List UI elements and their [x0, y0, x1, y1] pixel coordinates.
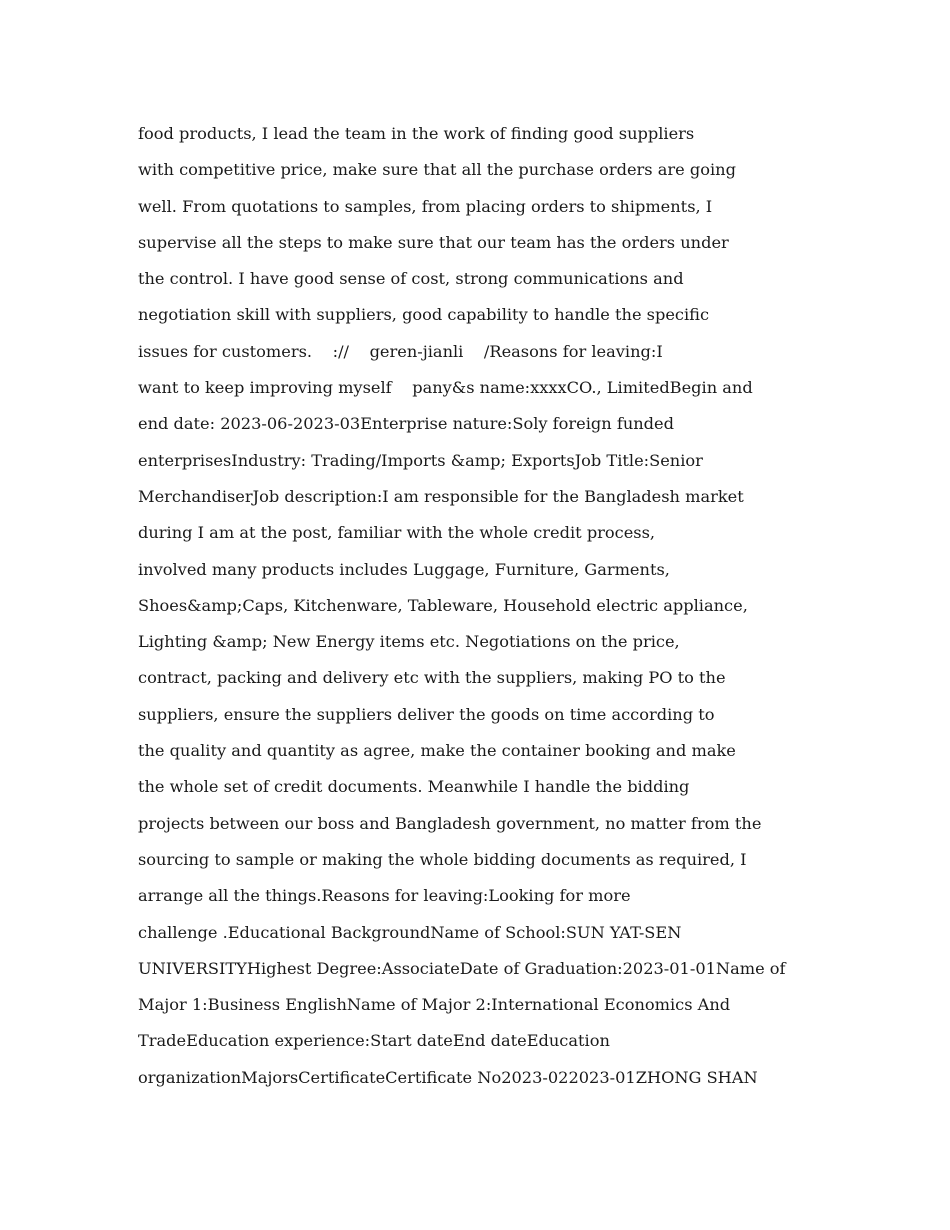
text-line: during I am at the post, familiar with the whole credit process,: [138, 523, 656, 543]
text-line: Lighting &amp; New Energy items etc. Negotiations on the price,: [138, 632, 680, 652]
text-line: arrange all the things.Reasons for leaving:Looking for more: [138, 886, 631, 906]
text-line: Shoes&amp;Caps, Kitchenware, Tableware, Household electric appliance,: [138, 595, 748, 615]
text-line: food products, I lead the team in the work of finding good suppliers: [138, 124, 695, 143]
text-line: UNIVERSITYHighest Degree:AssociateDate of Graduation:2023-01-01Name of: [138, 958, 786, 978]
text-line: negotiation skill with suppliers, good capability to handle the specific: [138, 305, 710, 325]
text-line: MerchandiserJob description:I am responsible for the Bangladesh market: [138, 486, 744, 506]
text-line: issues for customers. :// geren-jianli /Reasons for leaving:I: [138, 341, 663, 361]
text-line: contract, packing and delivery etc with the suppliers, making PO to the: [138, 668, 726, 688]
text-line: with competitive price, make sure that all the purchase orders are going: [138, 160, 736, 180]
text-line: TradeEducation experience:Start dateEnd dateEducation: [138, 1031, 610, 1051]
text-line: Major 1:Business EnglishName of Major 2:International Economics And: [138, 995, 731, 1015]
text-line: well. From quotations to samples, from placing orders to shipments, I: [138, 196, 713, 216]
text-line: enterprisesIndustry: Trading/Imports &amp; ExportsJob Title:Senior: [138, 450, 703, 470]
text-line: the quality and quantity as agree, make the container booking and make: [138, 741, 736, 761]
text-line: end date: 2023-06-2023-03Enterprise nature:Soly foreign funded: [138, 414, 674, 434]
resume-text-body: [138, 116, 828, 1096]
text-line: want to keep improving myself pany&s name:xxxxCO., LimitedBegin and: [138, 378, 753, 398]
text-line: organizationMajorsCertificateCertificate No2023-022023-01ZHONG SHAN: [138, 1067, 758, 1087]
text-line: supervise all the steps to make sure that our team has the orders under: [138, 232, 729, 252]
text-line: sourcing to sample or making the whole bidding documents as required, I: [138, 849, 747, 869]
text-line: involved many products includes Luggage, Furniture, Garments,: [138, 559, 670, 579]
text-line: suppliers, ensure the suppliers deliver the goods on time according to: [138, 704, 715, 724]
text-line: the control. I have good sense of cost, strong communications and: [138, 269, 684, 289]
text-line: the whole set of credit documents. Meanwhile I handle the bidding: [138, 777, 690, 797]
text-line: challenge .Educational BackgroundName of School:SUN YAT-SEN: [138, 922, 682, 942]
text-line: projects between our boss and Bangladesh government, no matter from the: [138, 813, 762, 833]
